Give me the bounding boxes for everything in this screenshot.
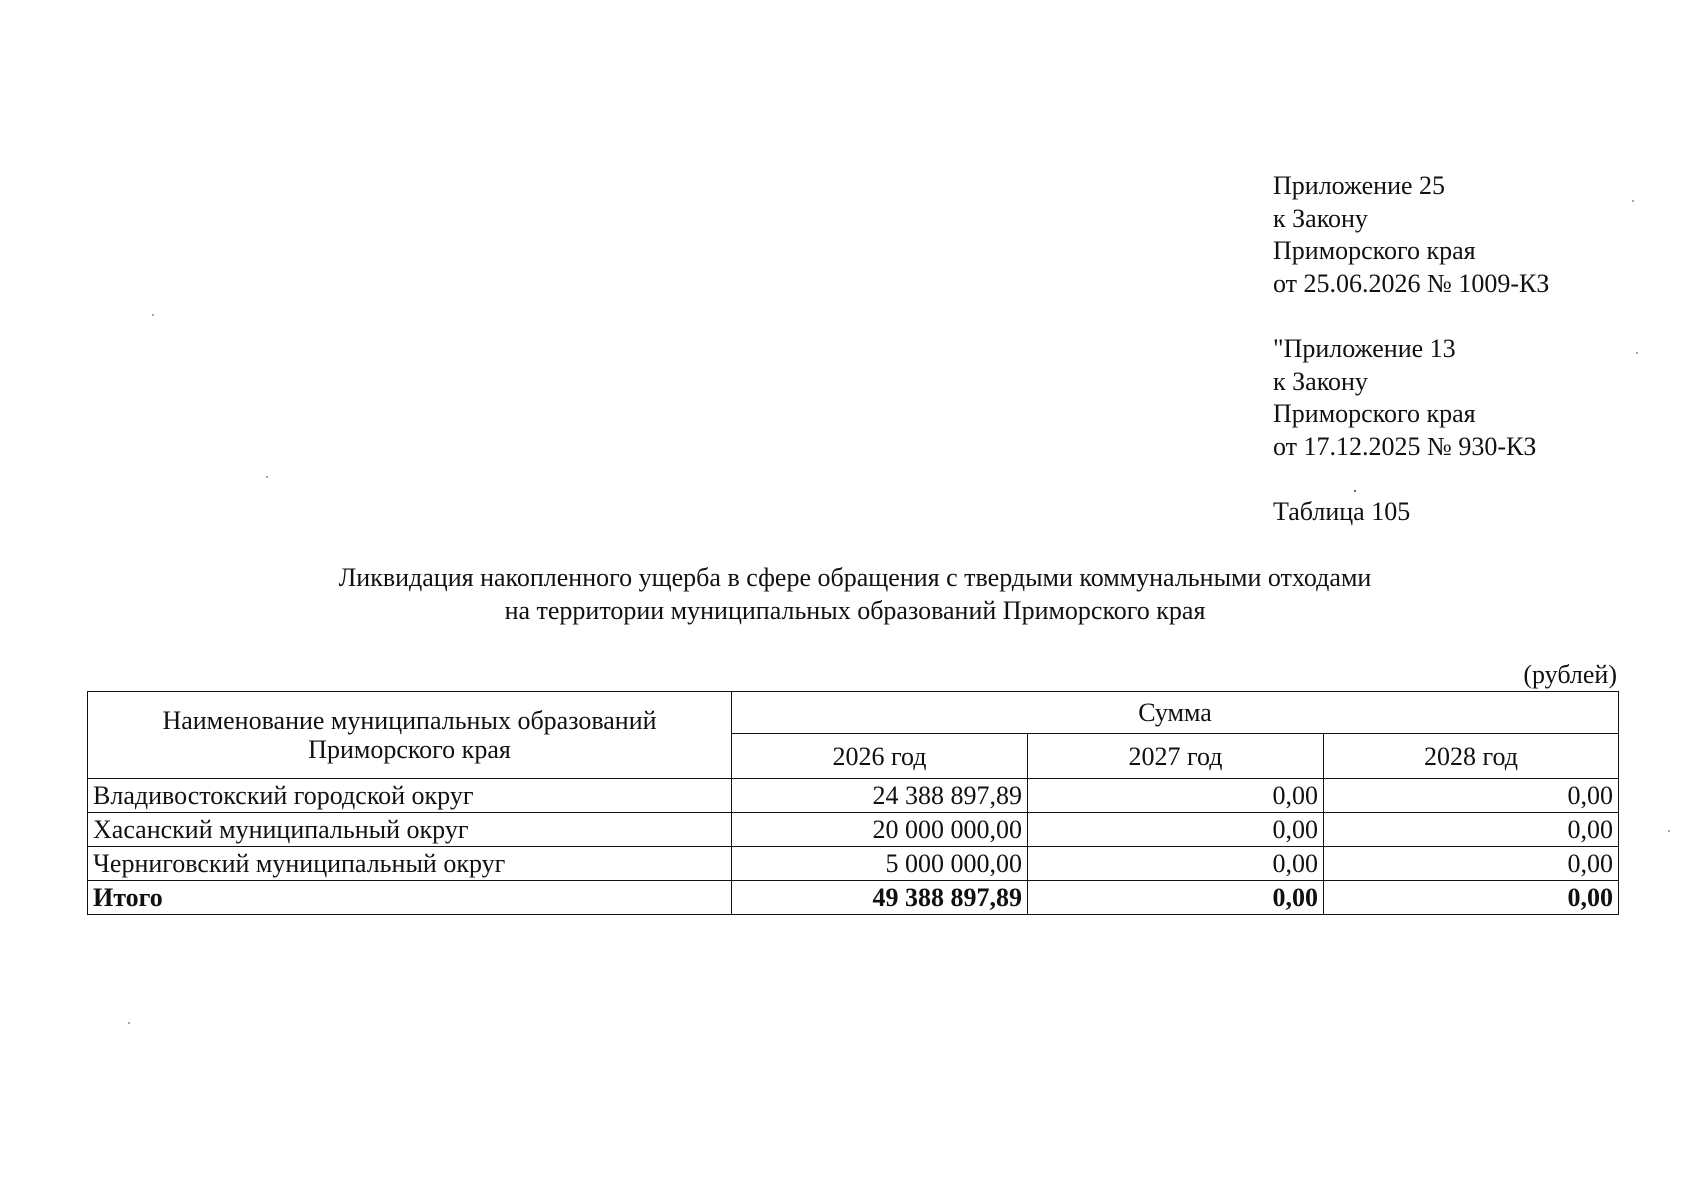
appendix-original-line-3: Приморского края <box>1273 399 1476 428</box>
municipality-name: Хасанский муниципальный округ <box>88 813 732 847</box>
appendix-original-line-4: от 17.12.2025 № 930-КЗ <box>1273 431 1537 461</box>
table-row <box>88 813 1619 847</box>
appendix-current-line-3: Приморского края <box>1273 236 1476 265</box>
appendix-current-reference <box>1273 170 1549 300</box>
document-title-line-2: на территории муниципальных образований Приморского края <box>504 595 1206 625</box>
scan-speck <box>152 314 154 316</box>
amount-2028: 0,00 <box>1324 847 1619 881</box>
document-title-line-1: Ликвидация накопленного ущерба в сфере обращения с твердыми коммунальными отходами <box>338 563 1372 592</box>
document-title <box>0 562 1692 627</box>
appendix-original-line-1: "Приложение 13 <box>1273 334 1456 363</box>
table-row <box>88 779 1619 813</box>
total-label: Итого <box>88 881 732 915</box>
municipality-name: Владивостокский городской округ <box>88 779 732 813</box>
amount-2028: 0,00 <box>1324 779 1619 813</box>
total-row <box>88 881 1619 915</box>
amount-2027: 0,00 <box>1028 847 1324 881</box>
total-2026: 49 388 897,89 <box>732 881 1028 915</box>
scan-speck <box>1668 830 1670 832</box>
appendix-current-line-1: Приложение 25 <box>1273 171 1446 200</box>
scan-speck <box>1636 352 1638 354</box>
appendix-current-line-2: к Закону <box>1273 203 1368 233</box>
appendix-original-reference <box>1273 333 1536 463</box>
appendix-current-line-4: от 25.06.2026 № 1009-КЗ <box>1273 268 1550 298</box>
header-year-2027: 2027 год <box>1028 734 1324 779</box>
funding-table <box>87 691 1619 915</box>
amount-2027: 0,00 <box>1028 779 1324 813</box>
total-2028: 0,00 <box>1324 881 1619 915</box>
amount-2027: 0,00 <box>1028 813 1324 847</box>
amount-2026: 5 000 000,00 <box>732 847 1028 881</box>
total-2027: 0,00 <box>1028 881 1324 915</box>
header-sum: Сумма <box>732 692 1619 734</box>
header-year-2028: 2028 год <box>1324 734 1619 779</box>
amount-2026: 20 000 000,00 <box>732 813 1028 847</box>
municipality-name: Черниговский муниципальный округ <box>88 847 732 881</box>
table-row <box>88 847 1619 881</box>
amount-2028: 0,00 <box>1324 813 1619 847</box>
appendix-original-line-2: к Закону <box>1273 366 1368 396</box>
amount-2026: 24 388 897,89 <box>732 779 1028 813</box>
scan-speck <box>1354 490 1356 492</box>
scan-speck <box>266 476 268 478</box>
header-year-2026: 2026 год <box>732 734 1028 779</box>
scan-speck <box>128 1022 130 1024</box>
table-number: Таблица 105 <box>1273 497 1411 526</box>
units-label: (рублей) <box>1523 660 1617 689</box>
scan-speck <box>1632 200 1634 202</box>
header-municipality-name: Наименование муниципальных образований Приморского края <box>88 692 732 779</box>
